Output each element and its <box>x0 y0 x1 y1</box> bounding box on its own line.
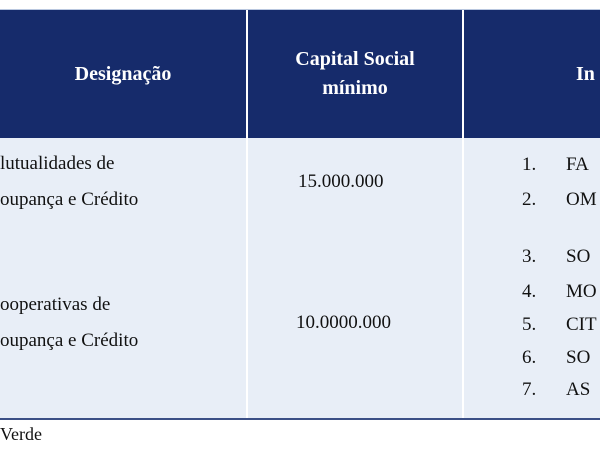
row1-designation-line1: lutualidades de <box>0 153 115 174</box>
header-designation <box>0 10 246 138</box>
row1-item1-number: 1. <box>522 154 537 175</box>
row2-item2-text: MO <box>566 281 597 302</box>
row2-item4-text: SO <box>566 347 591 368</box>
table-bottom-border <box>0 418 600 420</box>
row1-item2-number: 2. <box>522 189 537 210</box>
row1-designation-line2: oupança e Crédito <box>0 189 139 210</box>
header-capital <box>248 10 462 138</box>
header-institutions-label: In <box>576 62 595 85</box>
footer-text: Verde <box>0 424 42 444</box>
row2-item2-number: 4. <box>522 281 537 302</box>
header-capital-line2: mínimo <box>322 77 388 99</box>
row2-designation-line2: oupança e Crédito <box>0 330 139 351</box>
header-designation-label: Designação <box>74 62 172 85</box>
row1-item2-text: OM <box>566 189 597 210</box>
column-divider <box>462 138 464 418</box>
row2-item5-number: 7. <box>522 379 537 400</box>
row2-designation-line1: ooperativas de <box>0 294 111 315</box>
row2-item1-number: 3. <box>522 246 537 267</box>
row2-item4-number: 6. <box>522 347 537 368</box>
row2-item1-text: SO <box>566 246 591 267</box>
row1-capital: 15.000.000 <box>298 171 384 192</box>
row2-item5-text: AS <box>566 379 591 400</box>
row2-item3-number: 5. <box>522 314 537 335</box>
row2-capital: 10.0000.000 <box>296 312 391 333</box>
header-institutions <box>464 10 600 138</box>
header-capital-line1: Capital Social <box>295 48 415 70</box>
column-divider <box>246 138 248 418</box>
row1-item1-text: FA <box>566 154 589 175</box>
row2-item3-text: CIT <box>566 314 597 335</box>
